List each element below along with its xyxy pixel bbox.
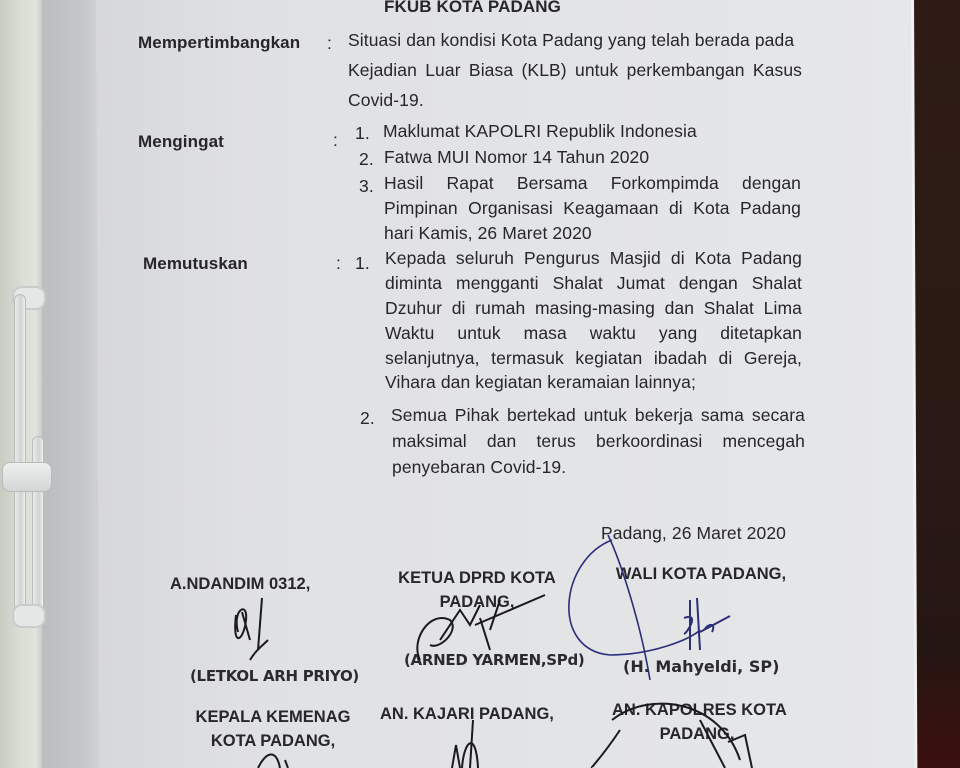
list-number: 2.: [359, 149, 374, 169]
section-label-memutuskan: Memutuskan: [143, 254, 248, 273]
list-number: 1.: [355, 123, 370, 143]
section-label-mempertimbangkan: Mempertimbangkan: [138, 33, 301, 52]
recalling-item-3-line-3: hari Kamis, 26 Maret 2020: [384, 223, 592, 243]
recalling-item-3-line-2: Pimpinan Organisasi Keagamaan di Kota Padang: [384, 198, 801, 218]
decision-1-line-2: diminta mengganti Shalat Jumat dengan Shalat: [385, 273, 802, 293]
signatory-title-kajari: AN. KAJARI PADANG,: [380, 705, 554, 723]
separator: :: [327, 33, 332, 53]
decision-1-line-1: Kepada seluruh Pengurus Masjid di Kota Padang: [385, 248, 802, 268]
recalling-item-3-line-1: Hasil Rapat Bersama Forkompimda dengan: [384, 173, 801, 193]
decision-1-line-3: Dzuhur di rumah masing-masing dan Shalat Lima: [385, 298, 802, 318]
recalling-item-1: Maklumat KAPOLRI Republik Indonesia: [383, 121, 697, 141]
signatory-name-walikota: (H. Mahyeldi, SP): [623, 657, 780, 676]
decision-1-line-4: Waktu untuk masa waktu yang ditetapkan: [385, 323, 802, 343]
separator: :: [336, 253, 341, 273]
document-header: FKUB KOTA PADANG: [384, 0, 561, 16]
decision-1-line-6: Vihara dan kegiatan keramaian lainnya;: [385, 372, 696, 392]
list-number: 3.: [359, 176, 374, 196]
signatory-title-dandim: A.NDANDIM 0312,: [170, 575, 311, 593]
decision-2-line-2: maksimal dan terus berkoordinasi mencegah: [392, 431, 805, 451]
decision-2-line-1: Semua Pihak bertekad untuk bekerja sama secara: [391, 405, 805, 425]
recalling-item-2: Fatwa MUI Nomor 14 Tahun 2020: [384, 147, 650, 167]
signatory-title-walikota: WALI KOTA PADANG,: [615, 565, 787, 583]
signatory-title-kemenag: KEPALA KEMENAG KOTA PADANG,: [195, 708, 351, 750]
list-number: 2.: [360, 408, 375, 428]
signatory-name-dprd: (ARNED YARMEN,SPd): [404, 651, 585, 669]
signatory-title-kapolres: AN. KAPOLRES KOTA PADANG,: [612, 701, 787, 743]
list-number: 1.: [355, 253, 370, 273]
considering-line-1: Situasi dan kondisi Kota Padang yang telah berada pada: [348, 30, 795, 50]
considering-line-3: Covid-19.: [348, 90, 424, 110]
section-label-mengingat: Mengingat: [138, 132, 224, 151]
place-date: Padang, 26 Maret 2020: [601, 523, 787, 543]
considering-line-2: Kejadian Luar Biasa (KLB) untuk perkembangan Kasus: [348, 60, 802, 80]
signatory-name-dandim: (LETKOL ARH PRIYO): [190, 667, 359, 685]
decision-2-line-3: penyebaran Covid-19.: [392, 457, 567, 477]
signatory-title-dprd: KETUA DPRD KOTA PADANG,: [398, 569, 556, 611]
separator: :: [333, 130, 338, 150]
decision-1-line-5: selanjutnya, termasuk kegiatan ibadah di Gereja,: [385, 348, 802, 368]
